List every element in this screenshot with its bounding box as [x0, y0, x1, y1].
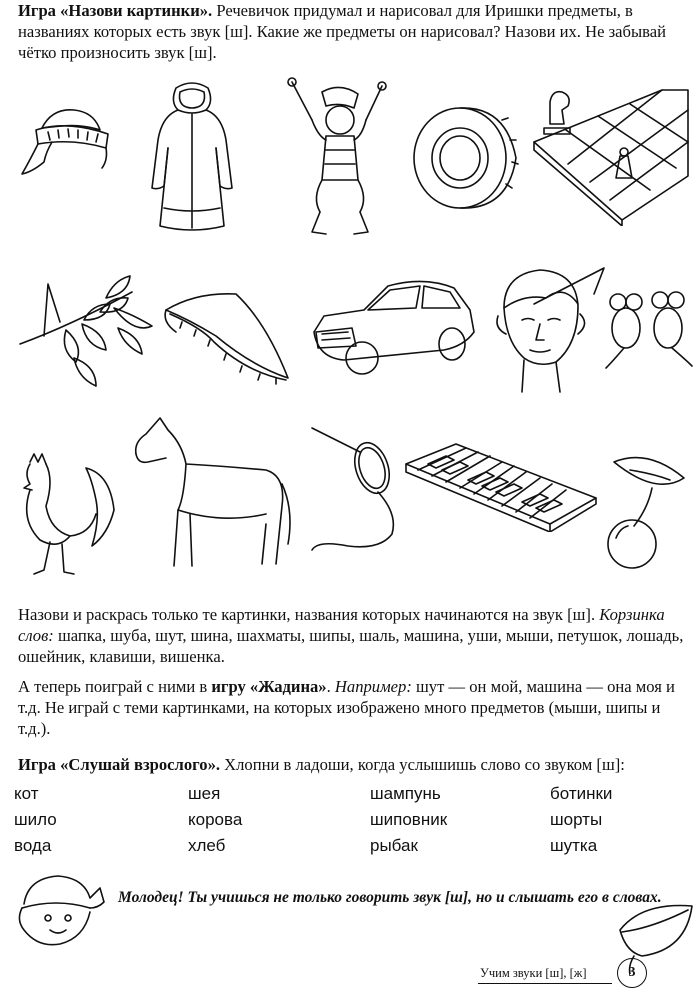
thorn-branch-icon — [14, 262, 160, 398]
task3-text: Хлопни в ладоши, когда услышишь слово со звуком [ш]: — [224, 755, 625, 774]
basket-label: Корзинка слов: — [18, 605, 665, 645]
gnome-face-icon — [8, 868, 108, 950]
collar-icon — [308, 424, 404, 558]
cherry-icon — [600, 448, 690, 572]
word: шиповник — [370, 810, 448, 829]
word: корова — [188, 810, 243, 829]
word: шорты — [550, 810, 603, 829]
tire-icon — [406, 100, 524, 216]
word: шампунь — [370, 784, 441, 803]
piano-keys-icon — [402, 442, 598, 532]
task2-dot: . — [326, 677, 331, 696]
word-row — [14, 784, 694, 810]
word-row — [14, 836, 694, 862]
intro-text: Речевичок придумал и нарисовал для Иришки предметы, в названиях которых есть звук [ш]. Какие же предметы он нарисовал? Назови их. Не забывай чётко произносить звук [ш]. — [18, 1, 666, 62]
example-text: шут — он мой, машина — она моя и т.д. Не играй с теми картинками, на которых изображено много предметов (мыши, шипы и т.д.). — [18, 677, 675, 738]
chess-icon — [528, 80, 692, 226]
task2-paragraph — [18, 676, 687, 739]
word: шило — [14, 810, 57, 829]
task2-game: игру «Жадина» — [211, 677, 327, 696]
rooster-icon — [10, 450, 118, 580]
intro-game-title: Игра «Назови картинки». — [18, 1, 213, 20]
horse-icon — [126, 414, 294, 576]
basket-words: шапка, шуба, шут, шина, шахматы, шипы, шаль, машина, уши, мыши, петушок, лошадь, ошейник, клавиши, вишенка. — [18, 626, 684, 666]
mice-icon — [602, 282, 694, 370]
task1-paragraph — [18, 604, 687, 667]
task3-game-title: Игра «Слушай взрослого». — [18, 755, 221, 774]
word-list — [14, 784, 694, 862]
word: шутка — [550, 836, 598, 855]
word-row — [14, 810, 694, 836]
praise-text: Молодец! Ты учишься не только говорить звук [ш], но и слышать его в словах. — [118, 889, 662, 906]
intro-paragraph — [18, 0, 687, 63]
example-label: Например: — [334, 677, 412, 696]
page-number: 3 — [617, 958, 647, 988]
word: ботинки — [550, 784, 613, 803]
footer-divider — [478, 983, 612, 984]
boy-head-icon — [494, 264, 606, 398]
task3-paragraph — [18, 754, 687, 775]
shawl-icon — [156, 282, 296, 392]
task1-instruction: Назови и раскрась только те картинки, названия которых начинаются на звук [ш]. — [18, 605, 596, 624]
task2-lead: А теперь поиграй с ними в — [18, 677, 208, 696]
fur-hat-icon — [12, 90, 122, 190]
word: рыбак — [370, 836, 418, 855]
footer-title: Учим звуки [ш], [ж] — [480, 966, 587, 980]
word: хлеб — [188, 836, 226, 855]
car-icon — [304, 266, 480, 382]
fur-coat-icon — [140, 76, 244, 236]
word: шея — [188, 784, 221, 803]
word: вода — [14, 836, 52, 855]
word: кот — [14, 784, 39, 803]
jester-icon — [282, 76, 398, 242]
